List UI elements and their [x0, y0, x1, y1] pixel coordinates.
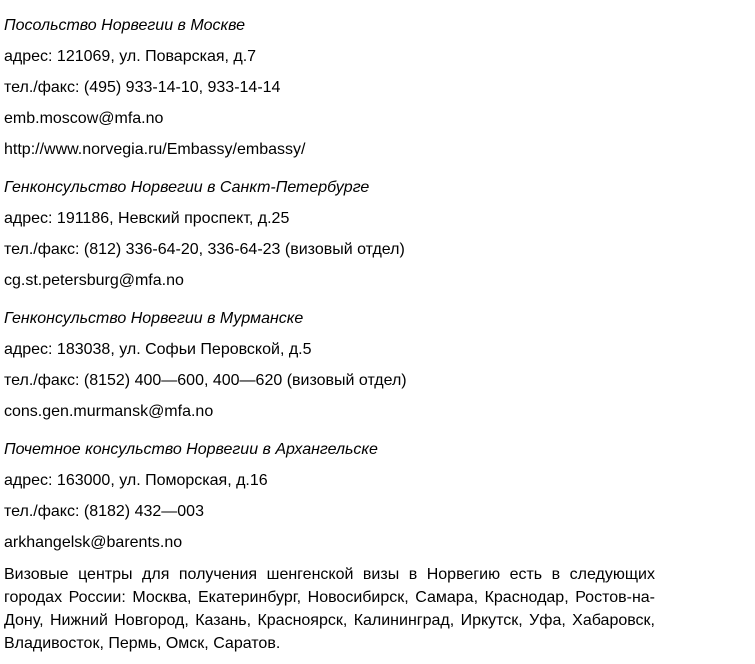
phone-fax-line: тел./факс: (8152) 400—600, 400—620 (визовый отдел) [4, 372, 407, 389]
email-line: arkhangelsk@barents.no [4, 534, 183, 551]
address-line: адрес: 121069, ул. Поварская, д.7 [4, 48, 257, 65]
address-line: адрес: 163000, ул. Поморская, д.16 [4, 472, 268, 489]
visa-centers-paragraph: Визовые центры для получения шенгенской визы в Норвегию есть в следующих городах России: Москва, Екатеринбург, Новосибирск, Самара, Краснодар, Ростов-на-Дону, Нижний Новгород, Казань, Красноярск, Калининград, Иркутск, Уфа, Хабаровск, Владивосток, Пермь, Омск, Саратов. [4, 566, 655, 652]
section-consulate-murmansk [4, 309, 407, 422]
section-title: Почетное консульство Норвегии в Архангельске [4, 441, 378, 458]
phone-fax-line: тел./факс: (495) 933-14-10, 933-14-14 [4, 79, 281, 96]
phone-fax-line: тел./факс: (8182) 432—003 [4, 503, 204, 520]
email-line: cg.st.petersburg@mfa.no [4, 272, 184, 289]
email-line: emb.moscow@mfa.no [4, 110, 164, 127]
section-embassy-moscow [4, 16, 305, 160]
section-consulate-st-petersburg [4, 178, 405, 291]
section-title: Посольство Норвегии в Москве [4, 17, 246, 34]
section-title: Генконсульство Норвегии в Мурманске [4, 310, 304, 327]
phone-fax-line: тел./факс: (812) 336-64-20, 336-64-23 (визовый отдел) [4, 241, 405, 258]
address-line: адрес: 191186, Невский проспект, д.25 [4, 210, 290, 227]
section-title: Генконсульство Норвегии в Санкт-Петербурге [4, 179, 370, 196]
section-honorary-consulate-arkhangelsk [4, 440, 378, 553]
email-line: cons.gen.murmansk@mfa.no [4, 403, 214, 420]
website-line: http://www.norvegia.ru/Embassy/embassy/ [4, 141, 306, 158]
address-line: адрес: 183038, ул. Софьи Перовской, д.5 [4, 341, 312, 358]
